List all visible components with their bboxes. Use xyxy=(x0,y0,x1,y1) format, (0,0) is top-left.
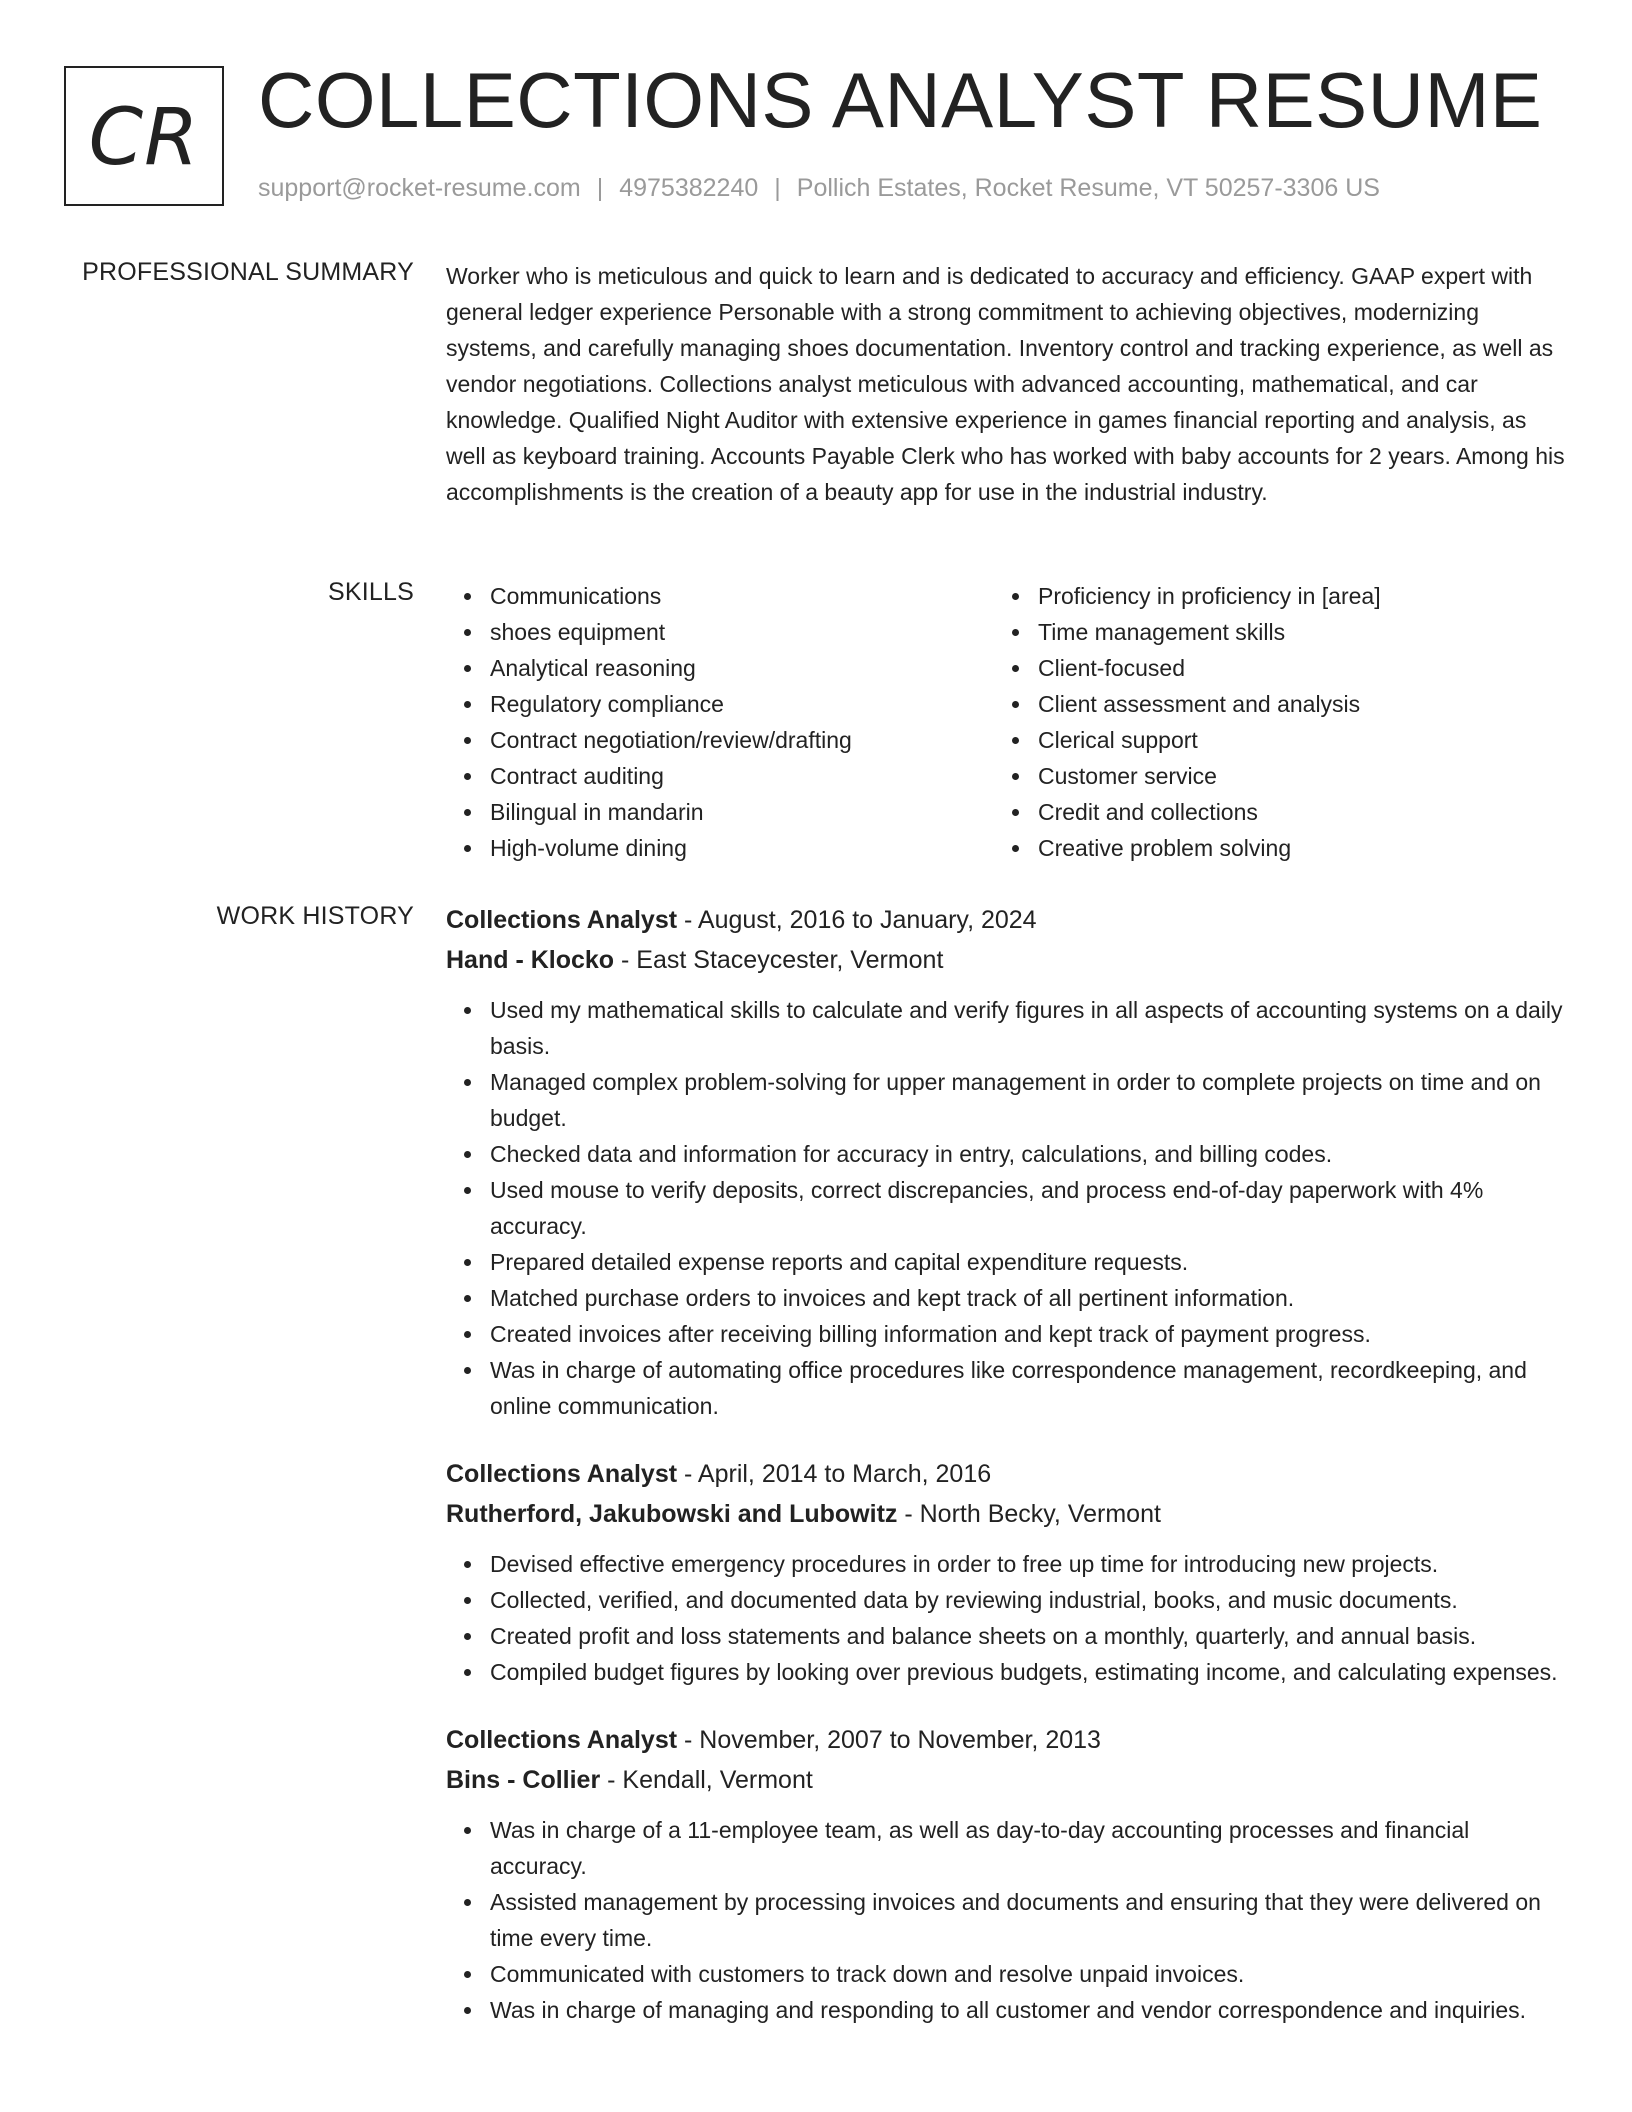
monogram-initials: CR xyxy=(88,93,200,183)
job-duty-item: Used my mathematical skills to calculate and verify figures in all aspects of accounting systems on a daily basis. xyxy=(446,992,1566,1064)
job-entry xyxy=(446,1720,1566,2028)
job-duty-item: Assisted management by processing invoices and documents and ensuring that they were delivered on time every time. xyxy=(446,1884,1566,1956)
skills-grid xyxy=(446,578,1566,866)
job-title: Collections Analyst xyxy=(446,906,678,934)
job-dates: - November, 2007 to November, 2013 xyxy=(677,1726,1101,1754)
job-company-line xyxy=(446,1494,1566,1534)
job-title-line xyxy=(446,1720,1566,1760)
job-title: Collections Analyst xyxy=(446,1460,678,1488)
section-heading-skills: SKILLS xyxy=(328,578,414,606)
job-dates: - August, 2016 to January, 2024 xyxy=(677,906,1037,934)
skill-item: shoes equipment xyxy=(446,614,994,650)
job-duty-item: Was in charge of managing and responding to all customer and vendor correspondence and inquiries. xyxy=(446,1992,1566,2028)
job-location: - North Becky, Vermont xyxy=(897,1500,1161,1528)
skill-item: Customer service xyxy=(994,758,1542,794)
job-duty-item: Devised effective emergency procedures in order to free up time for introducing new projects. xyxy=(446,1546,1566,1582)
job-duty-item: Prepared detailed expense reports and capital expenditure requests. xyxy=(446,1244,1566,1280)
job-duty-item: Was in charge of a 11-employee team, as well as day-to-day accounting processes and financial accuracy. xyxy=(446,1812,1566,1884)
job-location: - East Staceycester, Vermont xyxy=(614,946,944,974)
contact-separator: | xyxy=(774,174,781,202)
job-duties-list xyxy=(446,1812,1566,2028)
job-duty-item: Was in charge of automating office procedures like correspondence management, recordkeeping, and online communication. xyxy=(446,1352,1566,1424)
job-company-line xyxy=(446,1760,1566,1800)
job-duty-item: Managed complex problem-solving for upper management in order to complete projects on time and on budget. xyxy=(446,1064,1566,1136)
job-title-line xyxy=(446,1454,1566,1494)
job-duty-item: Checked data and information for accuracy in entry, calculations, and billing codes. xyxy=(446,1136,1566,1172)
job-title: Collections Analyst xyxy=(446,1726,678,1754)
skill-item: Proficiency in proficiency in [area] xyxy=(994,578,1542,614)
skill-item: Time management skills xyxy=(994,614,1542,650)
skills-list-right xyxy=(994,578,1542,866)
contact-separator: | xyxy=(596,174,604,202)
job-duties-list xyxy=(446,992,1566,1424)
job-duty-item: Created profit and loss statements and balance sheets on a monthly, quarterly, and annual basis. xyxy=(446,1618,1566,1654)
job-duty-item: Communicated with customers to track down and resolve unpaid invoices. xyxy=(446,1956,1566,1992)
job-entry xyxy=(446,1454,1566,1690)
job-title-line xyxy=(446,900,1566,940)
contact-address: Pollich Estates, Rocket Resume, VT 50257-3306 US xyxy=(796,174,1380,202)
job-duties-list xyxy=(446,1546,1566,1690)
job-entry xyxy=(446,900,1566,1424)
resume-title: COLLECTIONS ANALYST RESUME xyxy=(258,56,1543,144)
skills-body xyxy=(446,578,1566,866)
job-duty-item: Created invoices after receiving billing information and kept track of payment progress. xyxy=(446,1316,1566,1352)
skill-item: Credit and collections xyxy=(994,794,1542,830)
skill-item: Communications xyxy=(446,578,994,614)
skill-item: Regulatory compliance xyxy=(446,686,994,722)
skill-item: Creative problem solving xyxy=(994,830,1542,866)
job-duty-item: Compiled budget figures by looking over previous budgets, estimating income, and calculating expenses. xyxy=(446,1654,1566,1690)
job-dates: - April, 2014 to March, 2016 xyxy=(677,1460,992,1488)
job-duty-item: Matched purchase orders to invoices and kept track of all pertinent information. xyxy=(446,1280,1566,1316)
skill-item: Client-focused xyxy=(994,650,1542,686)
summary-body xyxy=(446,258,1566,510)
job-duty-item: Used mouse to verify deposits, correct discrepancies, and process end-of-day paperwork with 4% accuracy. xyxy=(446,1172,1566,1244)
skill-item: Bilingual in mandarin xyxy=(446,794,994,830)
section-heading-summary: PROFESSIONAL SUMMARY xyxy=(82,258,414,286)
skills-list-left xyxy=(446,578,994,866)
job-location: - Kendall, Vermont xyxy=(600,1766,813,1794)
skill-item: Analytical reasoning xyxy=(446,650,994,686)
job-company: Hand - Klocko xyxy=(446,946,615,974)
monogram-box xyxy=(64,66,224,206)
work-history-body xyxy=(446,900,1566,2028)
skill-item: Contract negotiation/review/drafting xyxy=(446,722,994,758)
skill-item: Clerical support xyxy=(994,722,1542,758)
contact-email[interactable]: support@rocket-resume.com xyxy=(258,174,581,202)
skill-item: High-volume dining xyxy=(446,830,994,866)
job-company: Bins - Collier xyxy=(446,1766,601,1794)
contact-phone[interactable]: 4975382240 xyxy=(619,174,759,202)
skill-item: Contract auditing xyxy=(446,758,994,794)
job-duty-item: Collected, verified, and documented data by reviewing industrial, books, and music documents. xyxy=(446,1582,1566,1618)
summary-text: Worker who is meticulous and quick to learn and is dedicated to accuracy and efficiency. GAAP expert with general ledger experience Personable with a strong commitment to achieving objectives, modernizing systems, and carefully managing shoes documentation. Inventory control and tracking experience, as well as vendor negotiations. Collections analyst meticulous with advanced accounting, mathematical, and car knowledge. Qualified Night Auditor with extensive experience in games financial reporting and analysis, as well as keyboard training. Accounts Payable Clerk who has worked with baby accounts for 2 years. Among his accomplishments is the creation of a beauty app for use in the industrial industry. xyxy=(446,263,1565,505)
contact-line xyxy=(258,174,1380,203)
job-company: Rutherford, Jakubowski and Lubowitz xyxy=(446,1500,898,1528)
job-company-line xyxy=(446,940,1566,980)
section-heading-work-history: WORK HISTORY xyxy=(216,902,414,930)
skill-item: Client assessment and analysis xyxy=(994,686,1542,722)
